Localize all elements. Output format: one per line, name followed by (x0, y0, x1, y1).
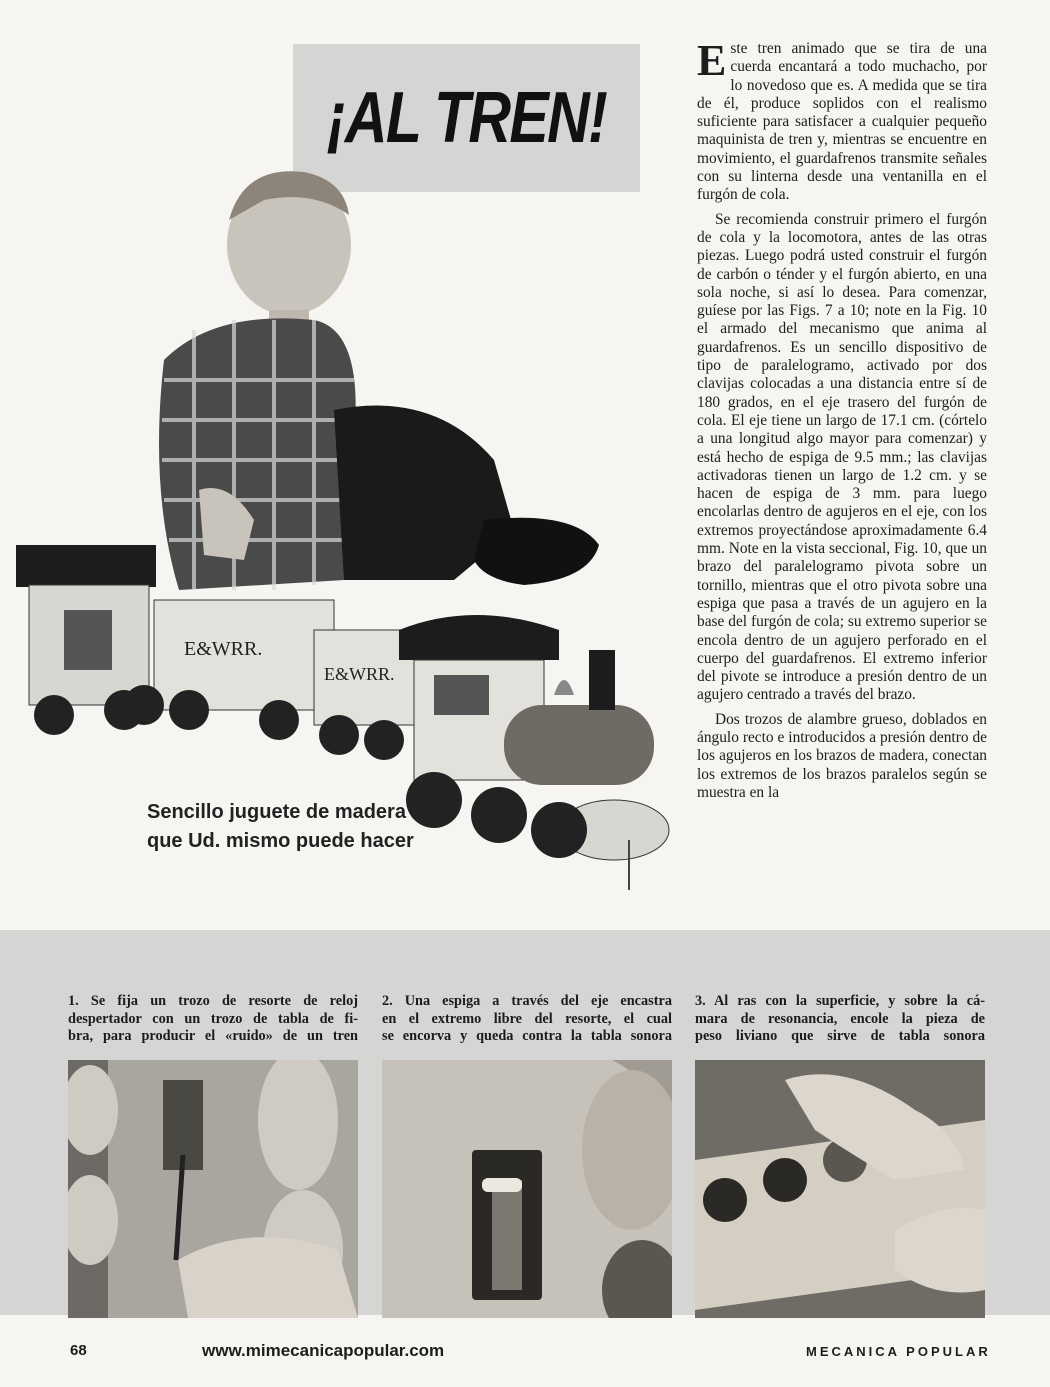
step-photo-3 (695, 1060, 985, 1318)
article-paragraph-1: Este tren animado que se tira de una cuerda encantará a todo muchacho, por lo novedoso que es. A medida que se tira de él, produce soplidos con el realismo suficiente para satisfacer a cualquier pequeño maquinista de tren y, mientras se encuentre en movimiento, el guardafrenos transmite señales con su linterna desde una ventanilla en el furgón de cola. (697, 36, 987, 204)
drop-cap: E (697, 36, 727, 85)
step-caption-3: 3. Al ras con la superficie, y sobre la cá- mara de resonancia, encole la pieza de peso liviano que sirve de tabla sonora (695, 993, 985, 1044)
article-paragraph-2: Se recomienda construir primero el furgón de cola y la locomotora, antes de las otras piezas. Luego podrá usted construir el furgón de carbón o ténder y el furgón abierto, en una sola noche, si así lo desea. Para comenzar, guíese por las Figs. 7 a 10; note en la Fig. 10 el armado del mecanismo que anima al guardafrenos. Es un sencillo dispositivo de tipo de paralelogramo, activado por dos clavijas colocadas a una distancia entre sí de 180 grados, en el eje trasero del furgón de cola. El eje tiene un largo de 17.1 cm. (córtelo a una longitud algo mayor para comenzar) y está hecho de espiga de 9.5 mm.; las clavijas activadoras tienen un largo de 1.2 cm. y se hacen de espiga de 3 mm. para luego encolarlas dentro de agujeros en el eje, con los extremos proyectándose aproximadamente 6.4 mm. Note en la vista seccional, Fig. 10, que un brazo del paralelogramo pivota sobre un tornillo, mientras que el otro pivota sobre una espiga que pasa a través de un agujero en la base del furgón de cola; su extremo superior se encola dentro de un agujero perforado en el cuerpo del guardafrenos. El extremo inferior del pivote se introduce a presión dentro de un agujero centrado a través del brazo. (697, 210, 987, 704)
hero-photo (14, 160, 676, 895)
open-car (124, 600, 334, 740)
page-title: ¡AL TREN! (326, 78, 607, 158)
train-label-1: E&WRR. (184, 638, 263, 660)
train-label-2: E&WRR. (324, 664, 395, 684)
page-number: 68 (70, 1342, 87, 1359)
step-photo-2 (382, 1060, 672, 1318)
article-paragraph-3: Dos trozos de alambre grueso, doblados en ángulo recto e introducidos a presión dentro de los agujeros en los brazos de madera, conectan los extremos de los brazos paralelos según se muestra en la (697, 710, 987, 801)
site-url[interactable]: www.mimecanicapopular.com (202, 1341, 445, 1360)
magazine-name: MECANICA POPULAR (806, 1344, 991, 1359)
boy-figure (159, 171, 599, 590)
step-caption-2: 2. Una espiga a través del eje encastra en el extremo libre del resorte, el cual se encorva y queda contra la tabla sonora (382, 993, 672, 1044)
step-caption-1: 1. Se fija un trozo de resorte de reloj despertador con un trozo de tabla de fi- bra, para producir el «ruido» de un tren (68, 993, 358, 1044)
step-photo-1 (68, 1060, 358, 1318)
photo-caption: Sencillo juguete de madera que Ud. mismo puede hacer (147, 801, 414, 852)
article-body (697, 36, 987, 802)
